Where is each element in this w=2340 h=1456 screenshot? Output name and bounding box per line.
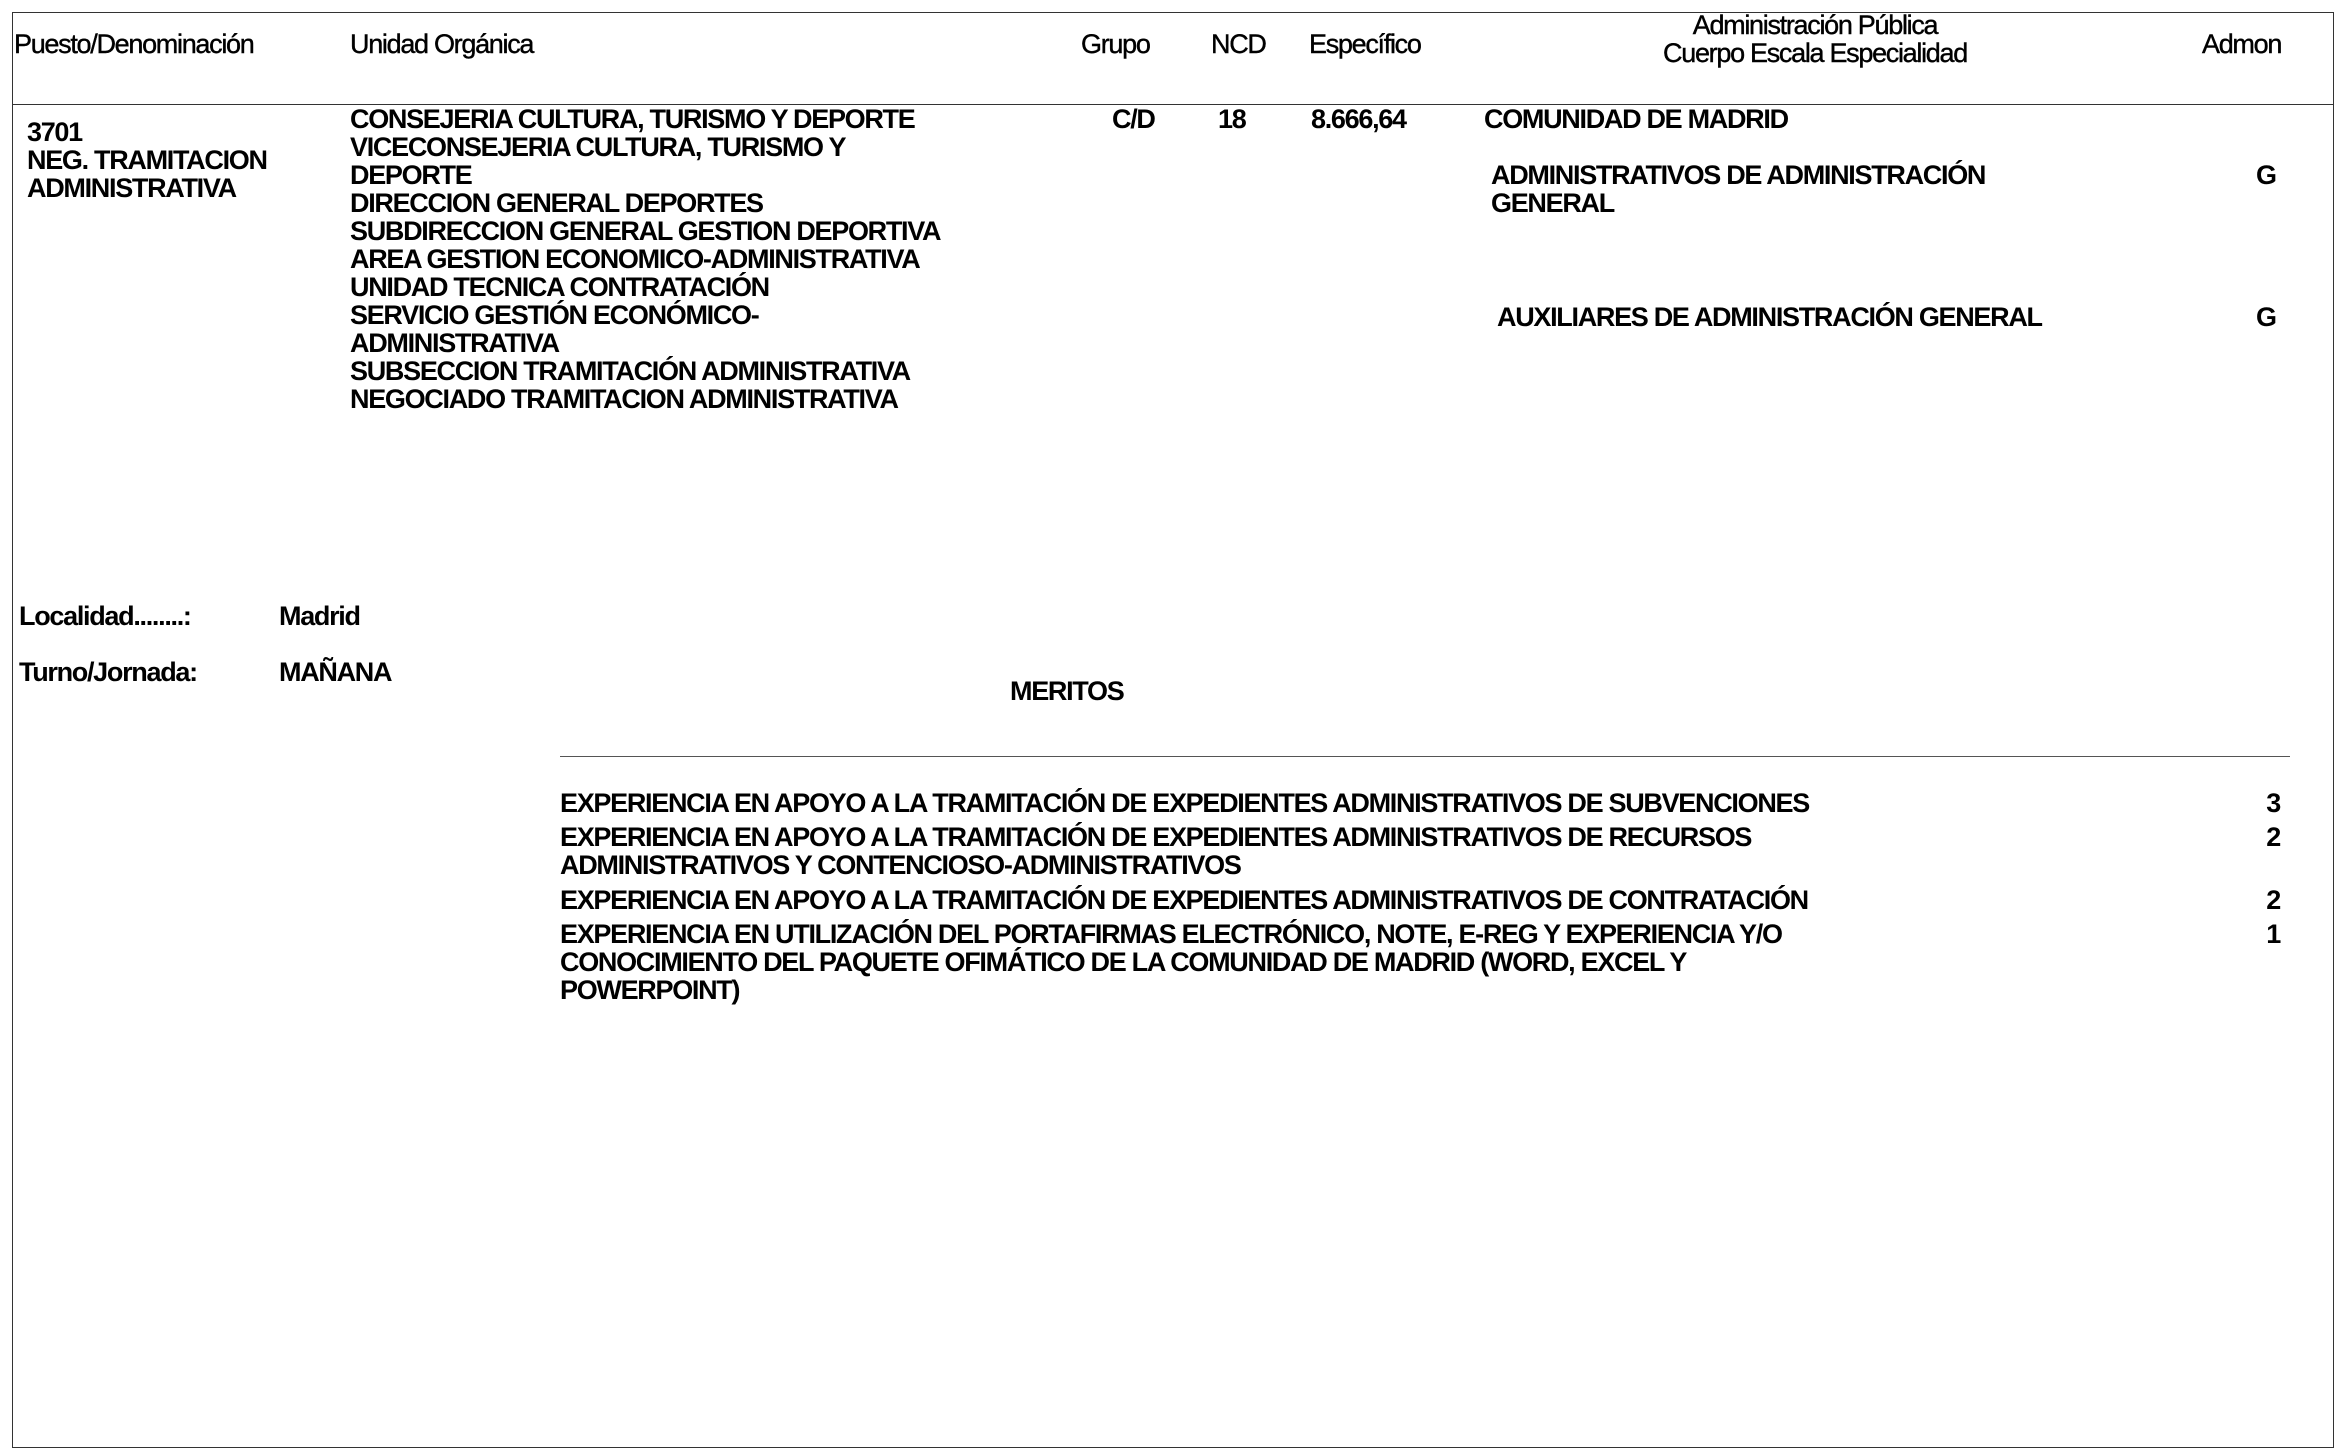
unidad-line: SUBSECCION TRAMITACIÓN ADMINISTRATIVA	[350, 356, 910, 386]
merito-item	[560, 823, 1751, 879]
header-ncd: NCD	[1211, 29, 1266, 59]
header-admin-publica-line1: Administración Pública	[1692, 10, 1938, 40]
unidad-line: SUBDIRECCION GENERAL GESTION DEPORTIVA	[350, 216, 941, 246]
header-admin-publica	[1580, 11, 2050, 67]
puesto-denominacion-line: ADMINISTRATIVA	[27, 173, 236, 203]
merito-line: EXPERIENCIA EN APOYO A LA TRAMITACIÓN DE EXPEDIENTES ADMINISTRATIVOS DE CONTRATACIÓN	[560, 885, 1808, 915]
unidad-line: UNIDAD TECNICA CONTRATACIÓN	[350, 272, 769, 302]
merito-puntos: 3	[2266, 788, 2280, 818]
cuerpo-admon: G	[2256, 302, 2276, 332]
merito-puntos: 2	[2266, 822, 2280, 852]
merito-line: EXPERIENCIA EN APOYO A LA TRAMITACIÓN DE EXPEDIENTES ADMINISTRATIVOS DE SUBVENCIONES	[560, 788, 1809, 818]
merito-item	[560, 789, 1809, 817]
merito-puntos: 1	[2266, 919, 2280, 949]
header-especifico: Específico	[1309, 29, 1421, 59]
unidad-line: DEPORTE	[350, 160, 472, 190]
administracion-entidad: COMUNIDAD DE MADRID	[1484, 104, 1788, 134]
header-unidad: Unidad Orgánica	[350, 29, 534, 59]
meritos-divider	[560, 756, 2290, 757]
unidad-line: DIRECCION GENERAL DEPORTES	[350, 188, 763, 218]
meritos-title: MERITOS	[1010, 676, 1124, 706]
header-admon: Admon	[2202, 29, 2282, 59]
unidad-line: SERVICIO GESTIÓN ECONÓMICO-	[350, 300, 759, 330]
unidad-line: AREA GESTION ECONOMICO-ADMINISTRATIVA	[350, 244, 920, 274]
unidad-line: VICECONSEJERIA CULTURA, TURISMO Y	[350, 132, 846, 162]
header-puesto: Puesto/Denominación	[14, 29, 254, 59]
header-grupo: Grupo	[1081, 29, 1150, 59]
merito-line: EXPERIENCIA EN UTILIZACIÓN DEL PORTAFIRMAS ELECTRÓNICO, NOTE, E-REG Y EXPERIENCIA Y/O	[560, 919, 1782, 949]
cuerpo-block	[1491, 161, 1985, 217]
merito-line: POWERPOINT)	[560, 975, 740, 1005]
cuerpo-line: ADMINISTRATIVOS DE ADMINISTRACIÓN	[1491, 160, 1986, 190]
cuerpo-block	[1497, 303, 2042, 331]
merito-item	[560, 920, 1782, 1004]
unidad-line: CONSEJERIA CULTURA, TURISMO Y DEPORTE	[350, 104, 915, 134]
merito-item	[560, 886, 1808, 914]
ncd-value: 18	[1218, 104, 1246, 134]
cuerpo-admon: G	[2256, 160, 2276, 190]
header-admin-publica-line2: Cuerpo Escala Especialidad	[1663, 38, 1967, 68]
unidad-organica-list	[350, 105, 940, 413]
puesto-numero: 3701	[27, 117, 82, 147]
localidad-label: Localidad........:	[19, 601, 191, 631]
especifico-value: 8.666,64	[1311, 104, 1406, 134]
merito-line: ADMINISTRATIVOS Y CONTENCIOSO-ADMINISTRATIVOS	[560, 850, 1241, 880]
localidad-value: Madrid	[279, 601, 360, 631]
cuerpo-line: AUXILIARES DE ADMINISTRACIÓN GENERAL	[1497, 302, 2042, 332]
puesto-block	[27, 118, 267, 202]
turno-label: Turno/Jornada:	[19, 657, 197, 687]
grupo-value: C/D	[1112, 104, 1155, 134]
cuerpo-line: GENERAL	[1491, 188, 1614, 218]
unidad-line: NEGOCIADO TRAMITACION ADMINISTRATIVA	[350, 384, 898, 414]
turno-value: MAÑANA	[279, 657, 392, 687]
merito-puntos: 2	[2266, 885, 2280, 915]
merito-line: CONOCIMIENTO DEL PAQUETE OFIMÁTICO DE LA COMUNIDAD DE MADRID (WORD, EXCEL Y	[560, 947, 1687, 977]
merito-line: EXPERIENCIA EN APOYO A LA TRAMITACIÓN DE EXPEDIENTES ADMINISTRATIVOS DE RECURSOS	[560, 822, 1752, 852]
unidad-line: ADMINISTRATIVA	[350, 328, 559, 358]
puesto-denominacion-line: NEG. TRAMITACION	[27, 145, 267, 175]
